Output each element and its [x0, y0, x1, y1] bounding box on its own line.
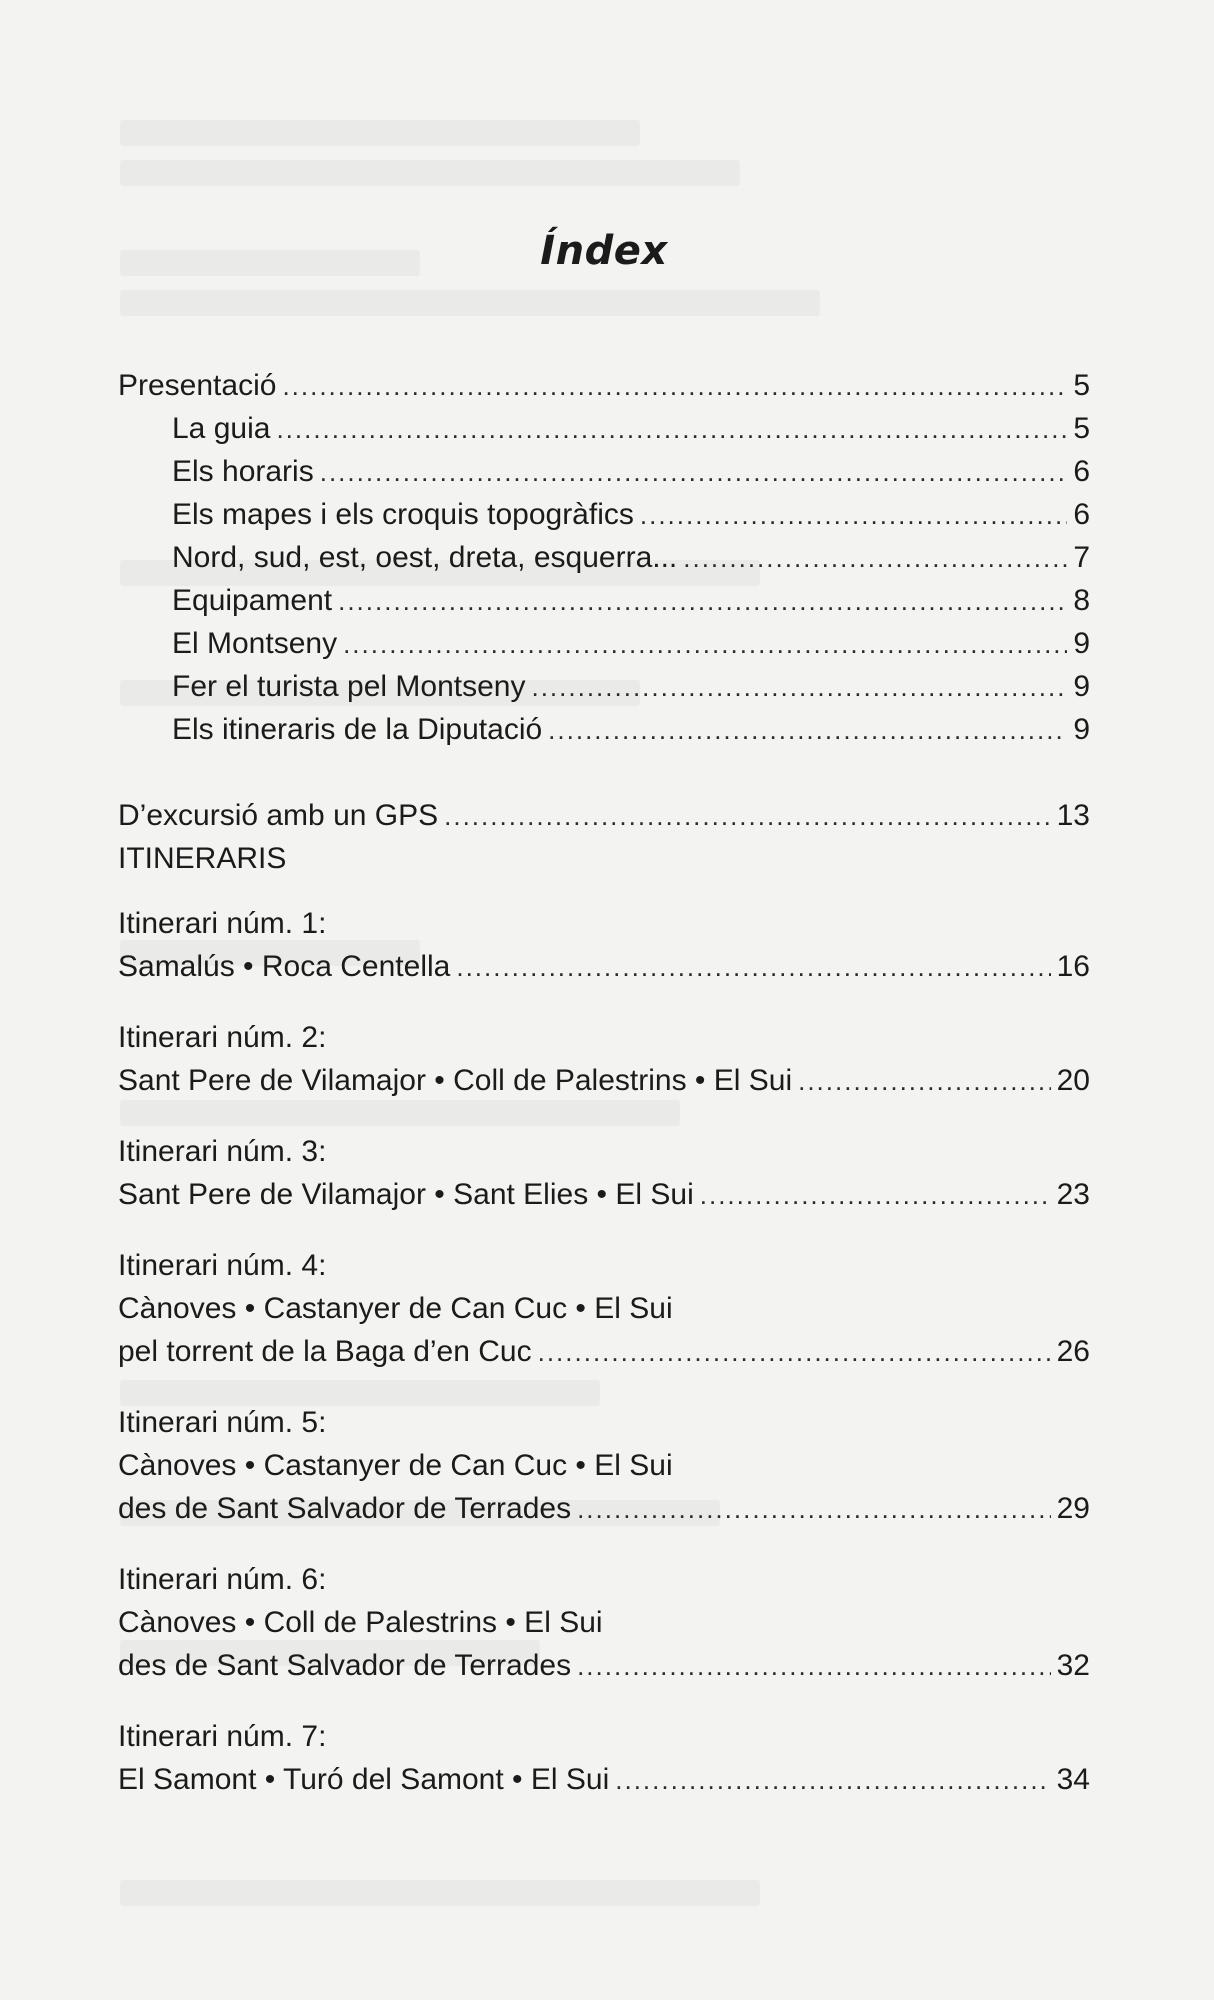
- itinerary-heading: Itinerari núm. 2:: [118, 1021, 327, 1054]
- page-number: 9: [1073, 627, 1090, 660]
- toc-subentry[interactable]: [118, 708, 1090, 751]
- page-number: 26: [1056, 1335, 1090, 1368]
- itinerary-heading: Itinerari núm. 6:: [118, 1563, 327, 1596]
- itinerary-route-line: Cànoves • Castanyer de Can Cuc • El Sui: [118, 1449, 673, 1482]
- itinerary-entry[interactable]: [118, 1173, 1090, 1216]
- dot-leader: [640, 494, 1067, 537]
- spacer: [118, 1530, 1090, 1558]
- dot-leader: [700, 1174, 1051, 1217]
- toc-entry-label: des de Sant Salvador de Terrades: [118, 1492, 572, 1525]
- itinerary-heading: Itinerari núm. 7:: [118, 1720, 327, 1753]
- dot-leader: [798, 1060, 1051, 1103]
- toc-entry-gps[interactable]: [118, 794, 1090, 837]
- toc-entry-label: des de Sant Salvador de Terrades: [118, 1649, 572, 1682]
- spacer: [118, 880, 1090, 902]
- itinerary-heading: Itinerari núm. 5:: [118, 1406, 327, 1439]
- dot-leader: [615, 1759, 1050, 1802]
- page-number: 6: [1073, 498, 1090, 531]
- page-number: 5: [1073, 369, 1090, 402]
- page-number: 9: [1073, 670, 1090, 703]
- toc-entry-label: Sant Pere de Vilamajor • Coll de Palestrins • El Sui: [118, 1064, 793, 1097]
- spacer: [118, 1102, 1090, 1130]
- itinerary-heading: Itinerari núm. 4:: [118, 1249, 327, 1282]
- page-number: 6: [1073, 455, 1090, 488]
- dot-leader: [683, 537, 1067, 580]
- itinerary-route-line: Cànoves • Castanyer de Can Cuc • El Sui: [118, 1292, 673, 1325]
- table-of-contents: [118, 364, 1090, 1801]
- index-page: [118, 0, 1090, 2000]
- toc-entry-label: Presentació: [118, 369, 277, 402]
- toc-entry-label: Sant Pere de Vilamajor • Sant Elies • El Sui: [118, 1178, 694, 1211]
- toc-subentry[interactable]: [118, 407, 1090, 450]
- toc-entry-label: Equipament: [172, 584, 333, 617]
- itinerary-route-line: Cànoves • Coll de Palestrins • El Sui: [118, 1606, 603, 1639]
- page-number: 23: [1056, 1178, 1090, 1211]
- toc-entry-label: Nord, sud, est, oest, dreta, esquerra...: [172, 541, 678, 574]
- spacer: [118, 1216, 1090, 1244]
- page-number: 7: [1073, 541, 1090, 574]
- toc-entry-label: Els itineraris de la Diputació: [172, 713, 543, 746]
- page-number: 29: [1056, 1492, 1090, 1525]
- page-number: 20: [1056, 1064, 1090, 1097]
- dot-leader: [343, 623, 1067, 666]
- spacer: [118, 988, 1090, 1016]
- toc-subentry[interactable]: [118, 665, 1090, 708]
- dot-leader: [282, 365, 1067, 408]
- page-number: 13: [1056, 799, 1090, 832]
- itinerary-entry[interactable]: [118, 1059, 1090, 1102]
- toc-entry-label: El Samont • Turó del Samont • El Sui: [118, 1763, 610, 1796]
- itinerary-heading: Itinerari núm. 3:: [118, 1135, 327, 1168]
- page-number: 16: [1056, 950, 1090, 983]
- page-number: 5: [1073, 412, 1090, 445]
- page-number: 9: [1073, 713, 1090, 746]
- toc-subentry[interactable]: [118, 622, 1090, 665]
- dot-leader: [444, 795, 1050, 838]
- toc-subentry[interactable]: [118, 450, 1090, 493]
- toc-entry-label: La guia: [172, 412, 271, 445]
- spacer: [118, 1373, 1090, 1401]
- dot-leader: [548, 709, 1067, 752]
- toc-entry-label: D’excursió amb un GPS: [118, 799, 439, 832]
- toc-subentry[interactable]: [118, 579, 1090, 622]
- toc-entry-label: Fer el turista pel Montseny: [172, 670, 526, 703]
- itinerary-entry[interactable]: [118, 1487, 1090, 1530]
- page-number: 8: [1073, 584, 1090, 617]
- toc-subentry[interactable]: [118, 493, 1090, 536]
- page-number: 32: [1056, 1649, 1090, 1682]
- toc-entry-label: Samalús • Roca Centella: [118, 950, 451, 983]
- itinerary-entry[interactable]: [118, 945, 1090, 988]
- dot-leader: [338, 580, 1067, 623]
- page-title: Índex: [540, 228, 668, 274]
- toc-entry-label: Els mapes i els croquis topogràfics: [172, 498, 634, 531]
- dot-leader: [577, 1645, 1051, 1688]
- dot-leader: [276, 408, 1067, 451]
- spacer: [118, 751, 1090, 794]
- itinerary-heading: Itinerari núm. 1:: [118, 907, 327, 940]
- page-number: 34: [1056, 1763, 1090, 1796]
- toc-entry[interactable]: [118, 364, 1090, 407]
- spacer: [118, 1687, 1090, 1715]
- itinerary-entry[interactable]: [118, 1758, 1090, 1801]
- itinerary-entry[interactable]: [118, 1330, 1090, 1373]
- toc-entry-label: Els horaris: [172, 455, 314, 488]
- itinerary-entry[interactable]: [118, 1644, 1090, 1687]
- dot-leader: [531, 666, 1067, 709]
- toc-entry-label: pel torrent de la Baga d’en Cuc: [118, 1335, 532, 1368]
- dot-leader: [456, 946, 1050, 989]
- dot-leader: [320, 451, 1068, 494]
- section-heading: ITINERARIS: [118, 842, 287, 875]
- dot-leader: [538, 1331, 1051, 1374]
- toc-subentry[interactable]: [118, 536, 1090, 579]
- toc-entry-label: El Montseny: [172, 627, 338, 660]
- dot-leader: [577, 1488, 1051, 1531]
